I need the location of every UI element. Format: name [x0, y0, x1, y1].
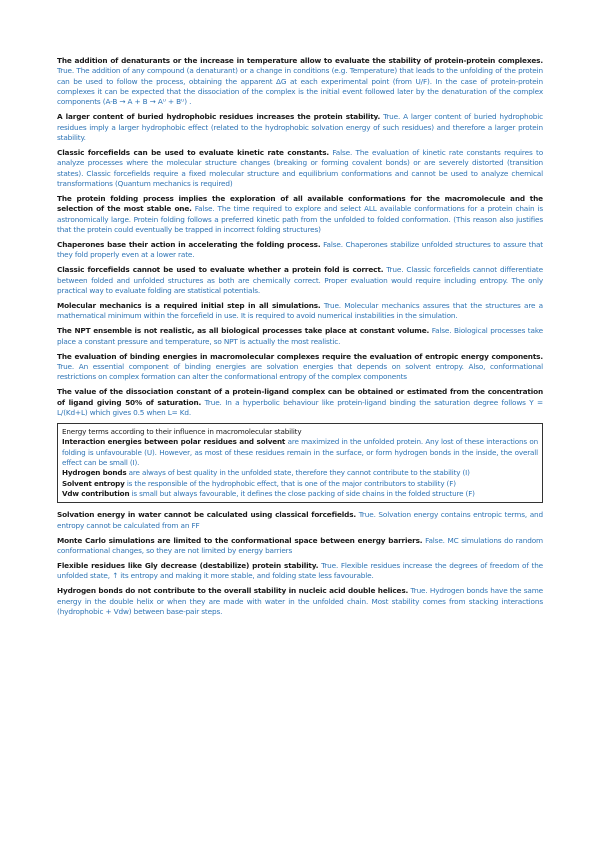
- qa-item: [57, 510, 543, 531]
- answer: True. Molecular mechanics assures that the structures are a mathematical minimum within the forcefield in use. It is required to avoid numerical instabilities in the simulation.: [57, 301, 544, 321]
- question: Hydrogen bonds do not contribute to the overall stability in nucleic acid double helices.: [57, 586, 409, 596]
- question: The evaluation of binding energies in macromolecular complexes require the evaluation of entropic energy components.: [57, 351, 543, 361]
- qa-item: [57, 301, 543, 322]
- box-line: [62, 489, 538, 499]
- box-line: [62, 437, 538, 468]
- qa-item: [57, 326, 543, 347]
- answer: True. Hydrogen bonds have the same energy in the double helix or when they are made with water in the unfolded chain. Most stability comes from stacking interactions (hydrophobic + Vdw) between base-pair steps.: [57, 586, 543, 617]
- answer: True. The addition of any compound (a denaturant) or a change in conditions (e.g. Temperature) that leads to the unfolding of the protein can be used to follow the process, obtaining the apparent ΔG at each experimental point (from U/F). In the case of protein-protein complexes it can be expected that the dissociation of the complex is the initial event followed later by the denaturation of the complex components (A-B → A + B → Aᵁ + Bᵁ) .: [57, 66, 543, 107]
- energy-terms-box: [57, 423, 543, 503]
- question: Monte Carlo simulations are limited to the conformational space between energy barriers.: [57, 535, 423, 545]
- answer: False. The evaluation of kinetic rate constants requires to analyze processes where the molecular structure changes (breaking or forming covalent bonds) or are severely distorted (transition states). Classic forcefields require a fixed molecular structure and equilibrium conformations and cannot be used to analyze chemical transformations (Quantum mechanics is required): [57, 147, 544, 188]
- qa-item: [57, 148, 543, 189]
- answer: False. MC simulations do random conformational changes, so they are not limited by energy barriers: [57, 535, 543, 555]
- question: The value of the dissociation constant of a protein-ligand complex can be obtained or estimated from the concentration of ligand giving 50% of saturation.: [57, 387, 543, 407]
- answer: True. Solvation energy contains entropic terms, and entropy cannot be calculated from an FF: [57, 510, 544, 530]
- answer: False. Biological processes take place a constant pressure and temperature, so NPT is actually the most realistic.: [57, 326, 543, 346]
- qa-item: [57, 240, 543, 261]
- box-term: Interaction energies between polar residues and solvent: [62, 437, 286, 447]
- qa-item: [57, 387, 543, 418]
- question: Solvation energy in water cannot be calculated using classical forcefields.: [57, 510, 357, 520]
- answer: True. A larger content of buried hydrophobic residues imply a larger hydrophobic effect (related to the hydrophobic solvation energy of such residues) and therefore a larger protein stability.: [57, 112, 544, 142]
- box-description: is small but always favourable, it defines the close packing of side chains in the folded structure (F): [131, 488, 475, 498]
- answer: True. Flexible residues increase the degrees of freedom of the unfolded state, ↑ its entropy and making it more stable, and folding state less favourable.: [57, 561, 544, 581]
- box-description: is the responsible of the hydrophobic effect, that is one of the major contributors to stability (F): [126, 478, 456, 488]
- box-description: are maximized in the unfolded protein. Any lost of these interactions on folding is unfavourable (U). However, as most of these residues remain in the surface, or form hydrogen bonds in the inside, the overall effect can be small (I).: [62, 437, 539, 468]
- question: Classic forcefields can be used to evaluate kinetic rate constants.: [57, 147, 330, 157]
- qa-item: [57, 561, 543, 582]
- qa-item: [57, 265, 543, 296]
- qa-item: [57, 56, 543, 107]
- box-line: [62, 468, 538, 478]
- answer: False. Chaperones stabilize unfolded structures to assure that they fold properly even at a lower rate.: [57, 239, 543, 260]
- box-term: Solvent entropy: [62, 478, 125, 488]
- answer: True. In a hyperbolic behaviour like protein-ligand binding the saturation degree follows Y = L/(Kd+L) which gives 0.5 when L= Kd.: [57, 397, 543, 418]
- question: The NPT ensemble is not realistic, as all biological processes take place at constant volume.: [57, 326, 430, 336]
- box-term: Hydrogen bonds: [62, 468, 127, 478]
- qa-item: [57, 194, 543, 235]
- qa-item: [57, 352, 543, 383]
- qa-item: [57, 586, 543, 617]
- box-description: are always of best quality in the unfolded state, therefore they cannot contribute to the stability (I): [128, 468, 470, 478]
- box-line: [62, 479, 538, 489]
- qa-item: [57, 536, 543, 557]
- question: The protein folding process implies the exploration of all available conformations for the macromolecule and the selection of the most stable one.: [57, 193, 543, 214]
- box-title: Energy terms according to their influence in macromolecular stability: [62, 427, 302, 437]
- answer: True. An essential component of binding energies are solvation energies that depends on solvent entropy. Also, conformational restrictions on complex formation can alter the conformational entropy of the complex components: [57, 362, 543, 382]
- question: Chaperones base their action in accelerating the folding process.: [57, 239, 321, 249]
- question: The addition of denaturants or the increase in temperature allow to evaluate the stability of protein-protein complexes.: [57, 56, 543, 65]
- qa-item: [57, 112, 543, 143]
- answer: False. The time required to explore and select ALL available conformations for a protein chain is astronomically large. Protein folding follows a preferred kinetic path from the unfolded to folded conformation. (This reason also justifies that the protein could eventually be trapped in incorrect folding structures): [57, 204, 543, 234]
- question: Molecular mechanics is a required initial step in all simulations.: [57, 301, 321, 311]
- answer: True. Classic forcefields cannot differentiate between folded and unfolded structures as both are chemically correct. Proper evaluation would require including entropy. The only practical way to evaluate folding are statistical potentials.: [57, 265, 543, 295]
- question: Classic forcefields cannot be used to evaluate whether a protein fold is correct.: [57, 265, 384, 275]
- question: Flexible residues like Gly decrease (destabilize) protein stability.: [57, 561, 319, 571]
- question: A larger content of buried hydrophobic residues increases the protein stability.: [57, 112, 381, 122]
- document-content: [57, 56, 543, 622]
- box-term: Vdw contribution: [62, 488, 130, 498]
